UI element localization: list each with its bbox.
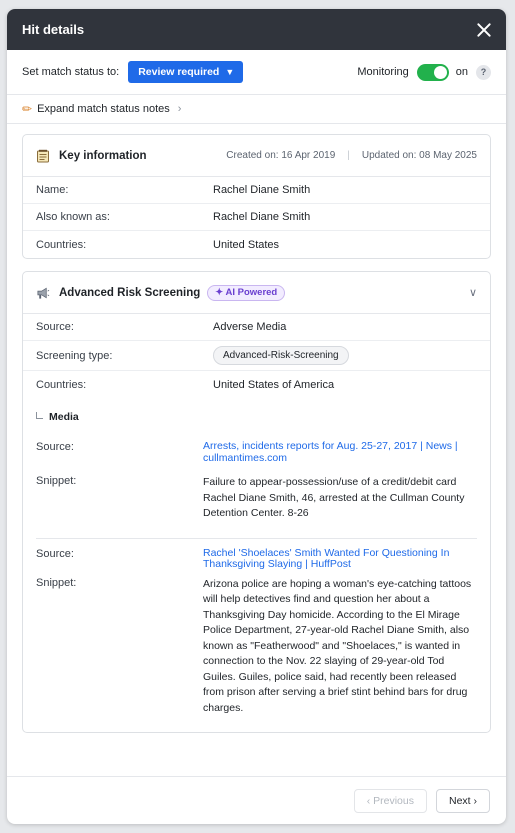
media-snippet-row <box>36 475 477 522</box>
updated-label: Updated on: <box>361 150 417 161</box>
match-status-bar <box>7 50 506 95</box>
field-value: Rachel Diane Smith <box>213 211 311 223</box>
media-source-row <box>36 548 477 571</box>
created-label: Created on: <box>226 150 279 161</box>
screening-type-tag: Advanced-Risk-Screening <box>213 346 349 365</box>
field-label: Source: <box>36 321 74 333</box>
media-snippet-text: Failure to appear-possession/use of a credit/debit card Rachel Diane Smith, 46, arrested at the Cullman County Detention Center. 8-26 <box>203 476 465 519</box>
media-source-row <box>36 441 477 464</box>
caret-down-icon: ▼ <box>225 67 235 77</box>
risk-screening-card <box>22 271 491 733</box>
match-status-dropdown[interactable] <box>128 61 243 83</box>
hit-details-modal <box>7 9 506 824</box>
content-area <box>7 124 506 733</box>
media-title: Media <box>49 411 79 423</box>
modal-title: Hit details <box>22 22 85 37</box>
separator: | <box>347 150 350 161</box>
field-label: Screening type: <box>36 349 113 362</box>
created-on <box>226 150 335 161</box>
match-status-value: Review required <box>138 66 220 78</box>
updated-value: 08 May 2025 <box>419 150 477 161</box>
field-value: United States <box>213 238 280 251</box>
megaphone-icon <box>36 286 50 300</box>
field-label: Also known as: <box>36 211 110 223</box>
expand-notes-row[interactable] <box>7 95 506 124</box>
field-row-risk-countries <box>23 371 490 398</box>
field-row-aka <box>23 204 490 231</box>
key-information-card <box>22 134 491 259</box>
media-item <box>36 435 477 538</box>
field-label: Name: <box>36 184 69 196</box>
field-value: United States of America <box>213 378 335 391</box>
media-snippet-text: Arizona police are hoping a woman's eye-catching tattoos will help detectives find and question her about a Thanksgiving Day homicide. According to the El Mirage Police Department, 27-year-old Rachel Diane Smith, also known as "Featherwood" and "Shoelaces," is wanted in connection to the Nov. 22 slaying of 29-year-old Tod Guiles. Guiles, police said, had recently been released from prison after serving a brief stint behind bars for drug charges. <box>203 577 472 714</box>
key-information-header <box>23 135 490 177</box>
field-value: Adverse Media <box>213 321 287 333</box>
media-section-header <box>23 398 490 435</box>
field-row-countries <box>23 231 490 258</box>
media-snippet-label: Snippet: <box>36 576 77 589</box>
modal-footer <box>7 776 506 824</box>
monitoring-state: on <box>455 66 468 78</box>
chevron-down-icon[interactable]: ∨ <box>468 287 477 299</box>
media-snippet-row <box>36 577 477 717</box>
match-status-label: Set match status to: <box>22 66 120 78</box>
monitoring-label: Monitoring <box>357 66 409 78</box>
toggle-knob <box>434 66 447 79</box>
risk-screening-title: Advanced Risk Screening <box>59 286 201 299</box>
media-source-link[interactable]: Rachel 'Shoelaces' Smith Wanted For Questioning In Thanksgiving Slaying | HuffPost <box>203 546 450 570</box>
chevron-right-icon: › <box>177 103 182 115</box>
field-value: Rachel Diane Smith <box>213 184 311 196</box>
updated-on <box>362 150 477 161</box>
previous-button[interactable]: ‹ Previous <box>354 789 427 813</box>
media-source-link[interactable]: Arrests, incidents reports for Aug. 25-27, 2017 | News | cullmantimes.com <box>203 440 458 464</box>
field-row-name <box>23 177 490 204</box>
field-label: Countries: <box>36 378 87 391</box>
key-information-title: Key information <box>59 149 147 162</box>
notepad-icon <box>36 149 50 163</box>
monitoring-toggle[interactable] <box>417 64 449 81</box>
meta-separator <box>335 150 362 161</box>
ai-powered-badge: ✦ AI Powered <box>207 285 285 301</box>
modal-header <box>7 9 506 50</box>
field-label: Countries: <box>36 238 87 251</box>
media-source-label: Source: <box>36 441 74 453</box>
media-item <box>36 538 477 733</box>
next-button[interactable]: Next › <box>436 789 490 813</box>
media-source-label: Source: <box>36 547 74 560</box>
field-row-screening-type <box>23 341 490 371</box>
pencil-icon: ✏ <box>22 102 33 116</box>
help-icon[interactable]: ? <box>476 65 491 80</box>
risk-screening-header[interactable] <box>23 272 490 314</box>
media-snippet-label: Snippet: <box>36 475 77 487</box>
close-icon[interactable] <box>476 22 492 38</box>
tree-branch-icon <box>36 412 43 419</box>
expand-notes-label: Expand match status notes <box>37 103 170 115</box>
field-row-source <box>23 314 490 341</box>
created-value: 16 Apr 2019 <box>281 150 336 161</box>
